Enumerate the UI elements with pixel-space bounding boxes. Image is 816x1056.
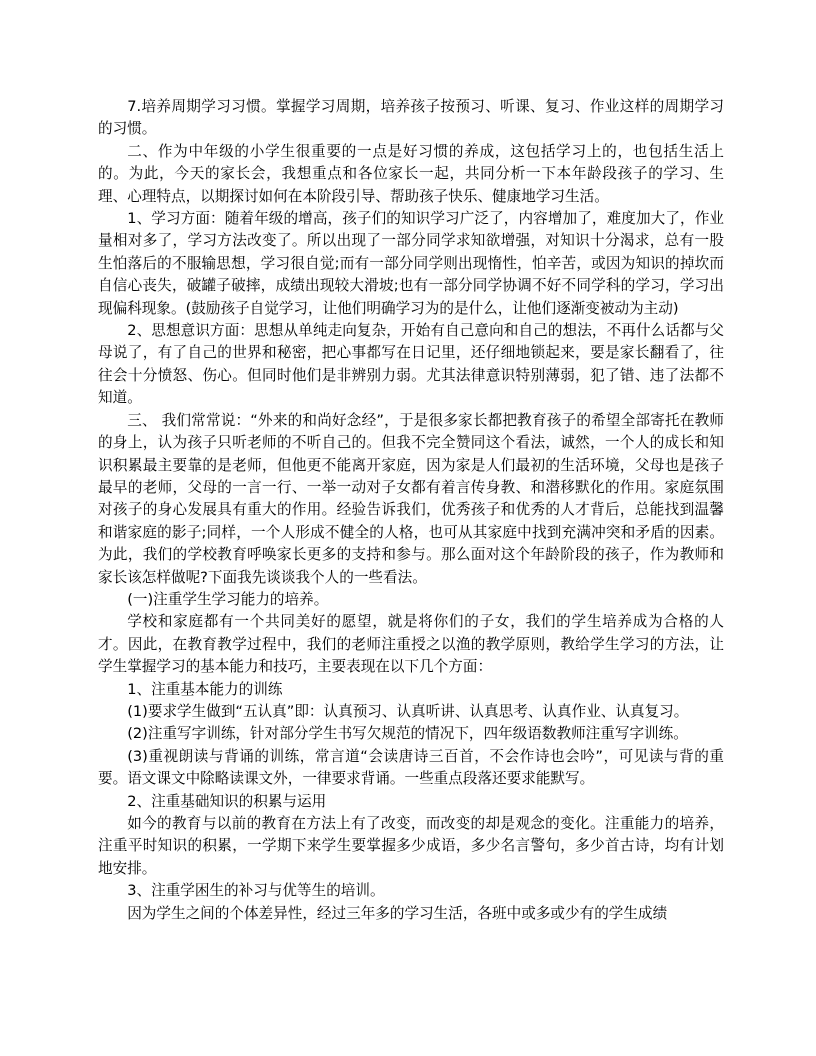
paragraph-heading-tutoring: 3、注重学困生的补习与优等生的培训。 xyxy=(127,882,385,900)
paragraph-heading-learning-ability: (一)注重学生学习能力的培养。 xyxy=(127,590,329,608)
paragraph-thinking-aspect: 2、思想意识方面：思想从单纯走向复杂，开始有自己意向和自己的想法，不再什么话都与父母说了，有了自己的世界和秘密，把心事都写在日记里，还仔细地锁起来，要是家长翻看了，往往会十分愤怒、伤心。但同时他们是非辨别力弱。尤其法律意识特别薄弱，犯了错、违了法都不知道。 xyxy=(98,322,724,407)
paragraph-education-change: 如今的教育与以前的教育在方法上有了改变，而改变的却是观念的变化。注重能力的培养，注重平时知识的积累，一学期下来学生要掌握多少成语，多少名言警句，多少首古诗，均有计划地安排。 xyxy=(98,815,724,877)
paragraph-reading-recitation: (3)重视朗读与背诵的训练，常言道“会读唐诗三百首，不会作诗也会吟”，可见读与背的重要。语文课文中除略读课文外，一律要求背诵。一些重点段落还要求能默写。 xyxy=(98,747,724,788)
paragraph-learning-aspect: 1、学习方面：随着年级的增高，孩子们的知识学习广泛了，内容增加了，难度加大了，作业量相对多了，学习方法改变了。所以出现了一部分同学求知欲增强，对知识十分渴求，总有一股生怕落后的不服输思想，学习很自觉;而有一部分同学则出现惰性，怕辛苦，或因为知识的掉坎而自信心丧失，破罐子破摔，成绩出现较大滑坡;也有一部分同学协调不好不同学科的学习，学习出现偏科现象。(鼓励孩子自觉学习，让他们明确学习为的是什么，让他们逐渐变被动为主动) xyxy=(98,210,724,317)
paragraph-section-three-family: 三、 我们常常说：“外来的和尚好念经”，于是很多家长都把教育孩子的希望全部寄托在教师的身上，认为孩子只听老师的不听自己的。但我不完全赞同这个看法，诚然，一个人的成长和知识积累最主要靠的是老师，但他更不能离开家庭，因为家是人们最初的生活环境，父母也是孩子最早的老师，父母的一言一行、一举一动对子女都有着言传身教、和潜移默化的作用。家庭氛围对孩子的身心发展具有重大的作用。经验告诉我们，优秀孩子和优秀的人才背后，总能找到温馨和谐家庭的影子;同样，一个人形成不健全的人格，也可从其家庭中找到充满冲突和矛盾的因素。为此，我们的学校教育呼唤家长更多的支持和参与。那么面对这个年龄阶段的孩子，作为教师和家长该怎样做呢?下面我先谈谈我个人的一些看法。 xyxy=(98,411,724,586)
paragraph-section-two-habits: 二、作为中年级的小学生很重要的一点是好习惯的养成，这包括学习上的，也包括生活上的。为此，今天的家长会，我想重点和各位家长一起，共同分析一下本年龄段孩子的学习、生理、心理特点，以期探讨如何在本阶段引导、帮助孩子快乐、健康地学习生活。 xyxy=(98,142,724,205)
paragraph-heading-knowledge-accumulation: 2、注重基础知识的积累与运用 xyxy=(127,792,327,810)
document-body xyxy=(98,96,724,925)
paragraph-heading-basic-ability: 1、注重基本能力的训练 xyxy=(127,680,283,698)
paragraph-school-family-wish: 学校和家庭都有一个共同美好的愿望，就是将你们的子女，我们的学生培养成为合格的人才。因此，在教育教学过程中，我们的老师注重授之以渔的教学原则，教给学生学习的方法，让学生掌握学习的基本能力和技巧，主要表现在以下几个方面： xyxy=(98,613,724,676)
paragraph-five-serious: (1)要求学生做到“五认真”即：认真预习、认真听讲、认真思考、认真作业、认真复习。 xyxy=(127,702,689,720)
paragraph-study-cycle-habit: 7.培养周期学习习惯。掌握学习周期，培养孩子按预习、听课、复习、作业这样的周期学习的习惯。 xyxy=(98,98,724,138)
paragraph-writing-training: (2)注重写字训练，针对部分学生书写欠规范的情况下，四年级语数教师注重写字训练。 xyxy=(127,725,688,743)
paragraph-individual-differences: 因为学生之间的个体差异性，经过三年多的学习生活，各班中或多或少有的学生成绩 xyxy=(127,904,668,922)
